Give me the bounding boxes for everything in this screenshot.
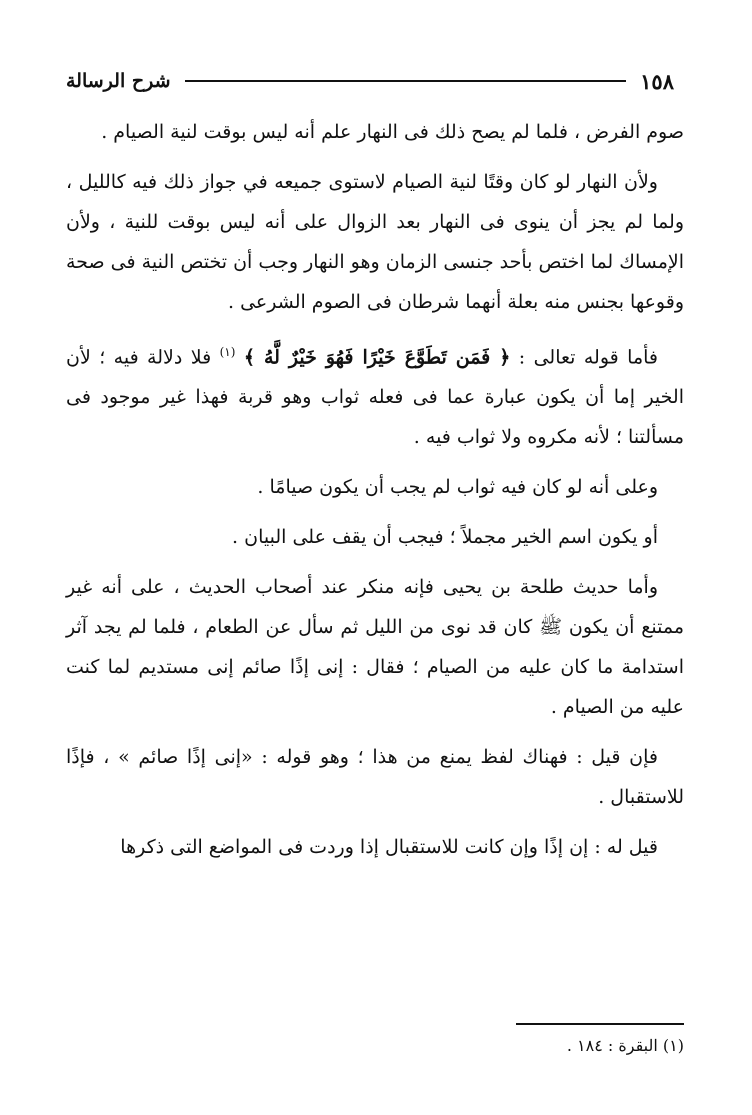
paragraph-text: فلا دلالة فيه ؛ لأن الخير إما أن يكون عبارة عما فى فعله ثواب وهو قربة فهذا غير موجود فى مسألتنا ؛ لأنه مكروه ولا ثواب فيه . [66, 346, 684, 449]
paragraph: فإن قيل : فهناك لفظ يمنع من هذا ؛ وهو قوله : «إنى إذًا صائم » ، فإذًا للاستقبال . [66, 746, 684, 809]
paragraph: وأما حديث طلحة بن يحيى فإنه منكر عند أصحاب الحديث ، على أنه غير ممتنع أن يكون ﷺ كان قد نوى من الليل ثم سأل عن الطعام ، فلما لم يجد آثر استدامة ما كان عليه من الصيام ؛ فقال : إنى إذًا صائم إنى مستديم لما كنت عليه من الصيام . [66, 576, 684, 719]
footnote: (١) البقرة : ١٨٤ . [566, 1036, 684, 1055]
quran-verse: ﴿ فَمَن تَطَوَّعَ خَيْرًا فَهُوَ خَيْرٌ لَّهُ ﴾ [243, 346, 511, 369]
paragraph: أو يكون اسم الخير مجملاً ؛ فيجب أن يقف على البيان . [232, 526, 658, 549]
footnote-reference: (١) [219, 345, 236, 359]
page-body [66, 112, 684, 877]
paragraph: وعلى أنه لو كان فيه ثواب لم يجب أن يكون صيامًا . [257, 476, 658, 499]
paragraph-text: فأما قوله تعالى : [510, 346, 658, 369]
page-number: ١٥٨ [640, 68, 674, 94]
header-rule [185, 80, 627, 82]
page-header [66, 66, 674, 96]
paragraph-with-quran [66, 332, 684, 457]
paragraph: قيل له : إن إذًا وإن كانت للاستقبال إذا وردت فى المواضع التى ذكرها [120, 836, 658, 859]
running-title: شرح الرسالة [66, 70, 171, 92]
paragraph: صوم الفرض ، فلما لم يصح ذلك فى النهار علم أنه ليس بوقت لنية الصيام . [101, 121, 684, 143]
footnote-rule [516, 1023, 684, 1025]
paragraph: ولأن النهار لو كان وقتًا لنية الصيام لاستوى جميعه في جواز ذلك فيه كالليل ، ولما لم يجز أن ينوى فى النهار بعد الزوال على أنه ليس بوقت للنية ، ولأن الإمساك لما اختص بأحد جنسى الزمان وهو النهار وجب أن تختص النية فى صحة وقوعها بجنس منه بعلة أنهما شرطان فى الصوم الشرعى . [66, 171, 684, 313]
